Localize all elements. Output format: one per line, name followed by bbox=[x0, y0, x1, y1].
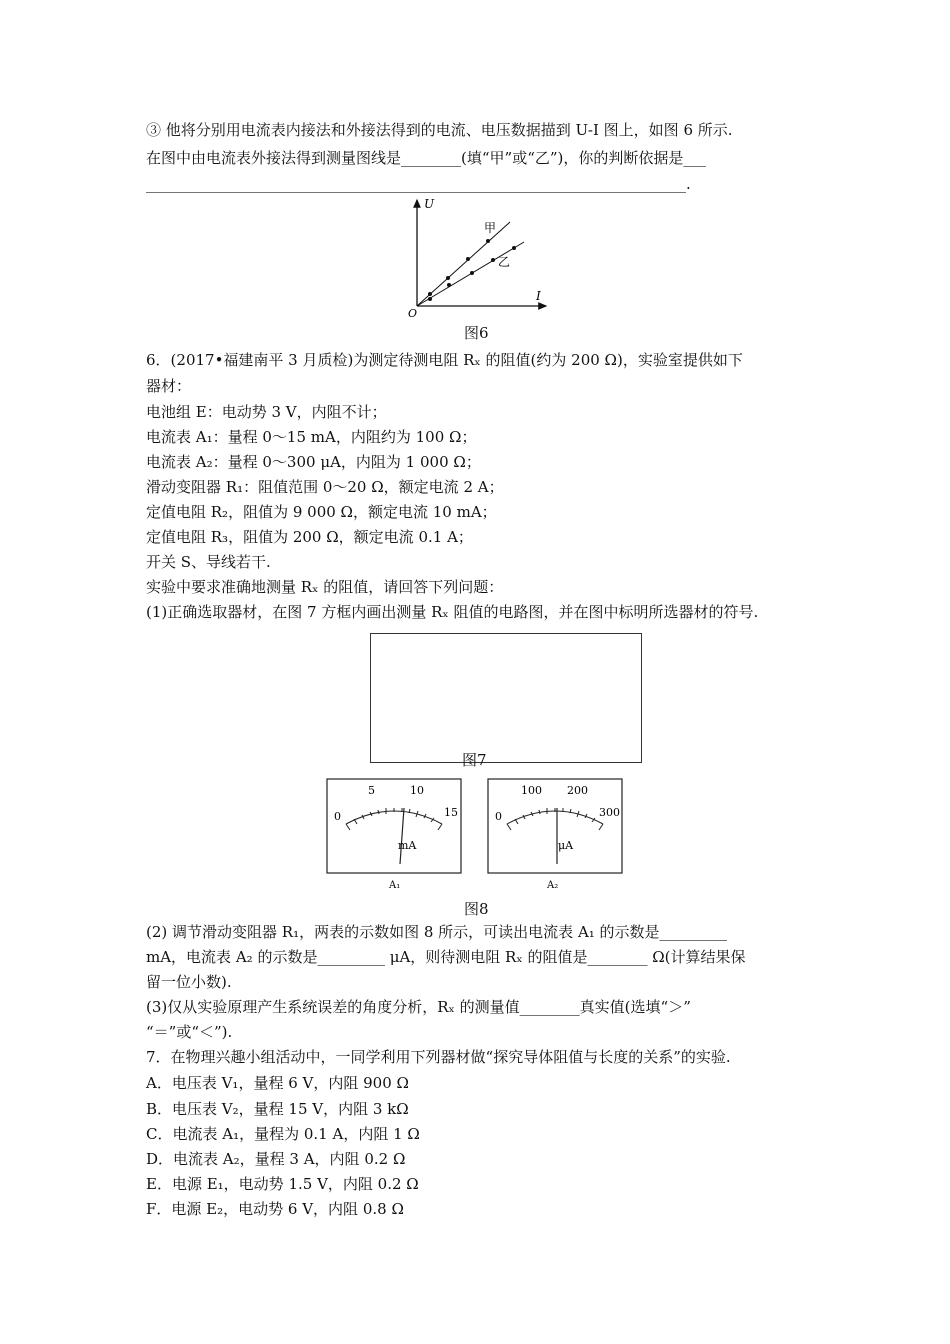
figure-6-caption: 图6 bbox=[464, 324, 489, 342]
label-jia: 甲 bbox=[484, 221, 497, 235]
q6-part-1: (1)正确选取器材，在图 7 方框内画出测量 Rₓ 阻值的电路图，并在图中标明所选器材的符号. bbox=[146, 603, 759, 621]
q6-part-3-line-2: “＝”或“＜”). bbox=[146, 1023, 233, 1041]
q6-item: 定值电阻 R₂，阻值为 9 000 Ω，额定电流 10 mA； bbox=[146, 503, 497, 521]
q6-part-3-line-1: (3)仅从实验原理产生系统误差的角度分析，Rₓ 的测量值________真实值(选填“＞” bbox=[146, 998, 691, 1016]
q7-option-e: E．电源 E₁，电动势 1.5 V，内阻 0.2 Ω bbox=[146, 1175, 419, 1193]
meter-a1 bbox=[327, 779, 461, 891]
meter-a1-tick: 0 bbox=[334, 810, 341, 823]
meter-a1-tick: 5 bbox=[368, 784, 375, 797]
figure-8-meters bbox=[326, 778, 626, 892]
label-yi: 乙 bbox=[498, 255, 511, 269]
meter-a2-tick: 0 bbox=[495, 810, 502, 823]
q6-item: 开关 S、导线若干. bbox=[146, 553, 271, 571]
q6-part-2-line-1: (2) 调节滑动变阻器 R₁，两表的示数如图 8 所示，可读出电流表 A₁ 的示数是_________ bbox=[146, 923, 728, 941]
meter-a2-tick: 100 bbox=[521, 784, 542, 797]
q7-option-f: F．电源 E₂，电动势 6 V，内阻 0.8 Ω bbox=[146, 1200, 404, 1218]
q6-item: 电池组 E：电动势 3 V，内阻不计； bbox=[146, 403, 387, 421]
q6-item: 电流表 A₁：量程 0～15 mA，内阻约为 100 Ω； bbox=[146, 428, 477, 446]
q7-option-a: A．电压表 V₁，量程 6 V，内阻 900 Ω bbox=[146, 1074, 409, 1092]
q6-item: 定值电阻 R₃，阻值为 200 Ω，额定电流 0.1 A； bbox=[146, 528, 473, 546]
figure-7-answer-box[interactable] bbox=[370, 633, 642, 763]
meter-a2 bbox=[488, 779, 622, 891]
meter-a1-label: A₁ bbox=[389, 880, 401, 891]
q5-line-2: 在图中由电流表外接法得到测量图线是________(填“甲”或“乙”)，你的判断依据是___ bbox=[146, 149, 706, 167]
i-axis-label: I bbox=[536, 289, 541, 303]
q6-item: 电流表 A₂：量程 0～300 μA，内阻为 1 000 Ω； bbox=[146, 453, 481, 471]
meter-a2-tick: 200 bbox=[567, 784, 588, 797]
q7-option-b: B．电压表 V₂，量程 15 V，内阻 3 kΩ bbox=[146, 1100, 409, 1118]
meter-a1-tick: 10 bbox=[410, 784, 424, 797]
q6-part-2-line-2: mA，电流表 A₂ 的示数是_________ μA，则待测电阻 Rₓ 的阻值是________ Ω(计算结果保 bbox=[146, 948, 746, 966]
u-axis-label: U bbox=[424, 197, 435, 211]
figure-7-caption: 图7 bbox=[462, 751, 487, 769]
q7-line-1: 7．在物理兴趣小组活动中，一同学利用下列器材做“探究导体阻值与长度的关系”的实验. bbox=[146, 1048, 731, 1066]
q6-intro: 实验中要求准确地测量 Rₓ 的阻值，请回答下列问题： bbox=[146, 578, 504, 596]
q5-line-3: ________________________________________________________________________. bbox=[146, 175, 691, 193]
q7-option-c: C．电流表 A₁，量程为 0.1 A，内阻 1 Ω bbox=[146, 1125, 420, 1143]
meter-a1-unit: mA bbox=[398, 839, 417, 852]
q6-line-1: 6．(2017•福建南平 3 月质检)为测定待测电阻 Rₓ 的阻值(约为 200 Ω)，实验室提供如下 bbox=[146, 351, 743, 369]
meter-a2-label: A₂ bbox=[547, 880, 559, 891]
meter-a2-unit: μA bbox=[558, 839, 574, 852]
meter-a2-tick: 300 bbox=[599, 806, 620, 819]
meter-a1-tick: 15 bbox=[444, 806, 458, 819]
q5-line-1: ③ 他将分别用电流表内接法和外接法得到的电流、电压数据描到 U-I 图上，如图 6 所示. bbox=[146, 121, 733, 139]
q7-option-d: D．电流表 A₂，量程 3 A，内阻 0.2 Ω bbox=[146, 1150, 406, 1168]
q6-item: 滑动变阻器 R₁：阻值范围 0～20 Ω，额定电流 2 A； bbox=[146, 478, 504, 496]
figure-8-caption: 图8 bbox=[464, 900, 489, 918]
figure-6-ui-graph bbox=[400, 196, 550, 320]
q6-line-2: 器材： bbox=[146, 377, 192, 395]
q6-part-2-line-3: 留一位小数). bbox=[146, 973, 232, 991]
origin-label: O bbox=[408, 307, 418, 320]
